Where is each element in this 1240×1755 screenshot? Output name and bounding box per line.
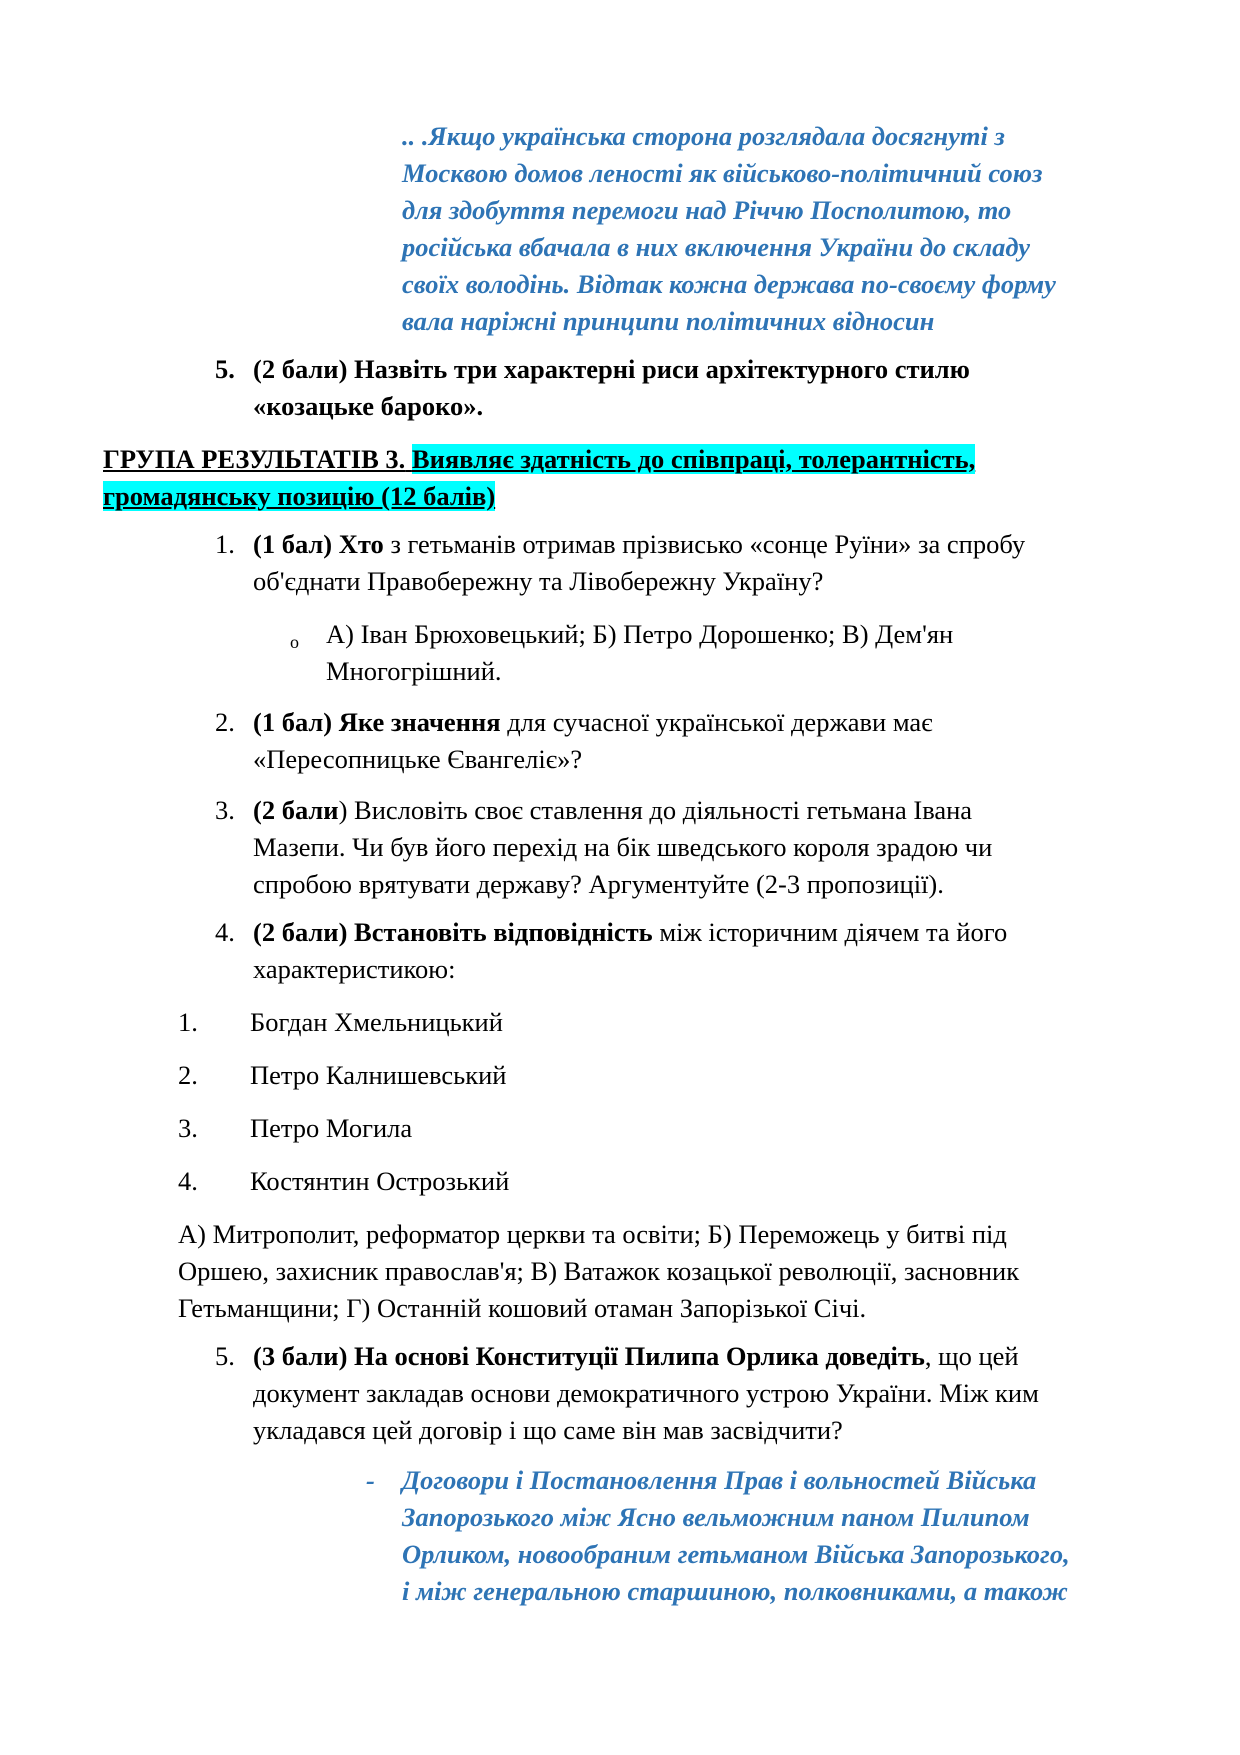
question-text: , що цей [924,1341,1019,1371]
question-number: 3. [215,795,235,825]
group-heading [103,441,1203,515]
answers-paragraph [178,1216,1178,1327]
question-text: з гетьманів отримав прізвисько «сонце Руїни» за спробу [383,529,1026,559]
question-bold: (1 бал) Хто [253,529,384,559]
question-5 [215,1338,1165,1449]
question-text: між історичним діячем та його [652,917,1008,947]
question-2 [215,704,1165,778]
question-text: для сучасної української держави має [500,707,933,737]
question-bold: (2 бали) Встановіть відповідність [253,917,653,947]
question-5-prev [215,351,1115,425]
quote-line: і між генеральною старшиною, полковниками, а також [402,1576,1068,1606]
quote-line: Орликом, новообраним гетьманом Війська Запорозького, [402,1539,1070,1569]
options-text: Многогрішний. [326,656,502,686]
answers-line: Оршею, захисник православ'я; В) Ватажок козацької революції, засновник [178,1256,1020,1286]
group-prefix: ГРУПА РЕЗУЛЬТАТІВ 3. [103,444,406,474]
figure-name: Богдан Хмельницький [250,1007,503,1037]
question-text: об'єднати Правобережну та Лівобережну Україну? [253,566,824,596]
question-text: ) Висловіть своє ставлення до діяльності гетьмана Івана [338,795,973,825]
question-3 [215,792,1165,903]
question-text: документ закладав основи демократичного устрою України. Між ким [253,1378,1039,1408]
quote-block-2 [366,1462,1226,1610]
circle-bullet-icon: o [290,632,299,652]
quote-line: Москвою домов леності як військово-політичний союз [402,158,1043,188]
list-item [178,1057,778,1094]
question-4 [215,914,1165,988]
question-text: «козацьке бароко». [253,391,484,421]
question-bold: (2 бали [253,795,339,825]
list-number: 4. [178,1166,198,1196]
question-number: 5. [215,354,235,384]
question-number: 2. [215,707,235,737]
question-number: 5. [215,1341,235,1371]
answers-line: А) Митрополит, реформатор церкви та освіти; Б) Переможець у битві під [178,1219,1007,1249]
quote-line: російська вбачала в них включення України до складу [402,232,1030,262]
question-bold: (3 бали) На основі Конституції Пилипа Орлика доведіть [253,1341,925,1371]
answers-line: Гетьманщини; Г) Останній кошовий отаман Запорізької Січі. [178,1293,867,1323]
quote-line: вала наріжні принципи політичних відносин [402,306,935,336]
list-number: 1. [178,1007,198,1037]
figure-name: Костянтин Острозький [250,1166,510,1196]
question-number: 4. [215,917,235,947]
question-bold: (1 бал) Яке значення [253,707,501,737]
quote-block-1 [402,118,1202,340]
list-item [178,1004,778,1041]
question-text: (2 бали) Назвіть три характерні риси архітектурного стилю [253,354,970,384]
question-1 [215,526,1165,600]
question-text: «Пересопницьке Євангеліє»? [253,744,583,774]
list-item [178,1110,778,1147]
list-number: 3. [178,1113,198,1143]
question-text: Мазепи. Чи був його перехід на бік шведського короля зрадою чи [253,832,993,862]
figure-name: Петро Калнишевський [250,1060,507,1090]
quote-line: для здобуття перемоги над Річчю Посполитою, то [402,195,1012,225]
question-1-options [290,616,1150,690]
options-text: А) Іван Брюховецький; Б) Петро Дорошенко; В) Дем'ян [326,619,954,649]
quote-line: Договори і Постановлення Прав і вольностей Війська [402,1465,1037,1495]
quote-line: своїх володінь. Відтак кожна держава по-своєму форму [402,269,1056,299]
list-number: 2. [178,1060,198,1090]
group-highlight-2: громадянську позицію (12 балів) [103,481,496,511]
list-item [178,1163,778,1200]
dash-bullet-icon: - [366,1465,375,1495]
question-number: 1. [215,529,235,559]
group-highlight-1: Виявляє здатність до співпраці, толерантність, [411,444,976,474]
quote-line: .. .Якщо українська сторона розглядала досягнуті з [402,121,1005,151]
quote-line: Запорозького між Ясно вельможним паном Пилипом [402,1502,1030,1532]
question-text: укладався цей договір і що саме він мав засвідчити? [253,1415,843,1445]
question-text: спробою врятувати державу? Аргументуйте (2-3 пропозиції). [253,869,944,899]
figure-name: Петро Могила [250,1113,413,1143]
question-text: характеристикою: [253,954,456,984]
